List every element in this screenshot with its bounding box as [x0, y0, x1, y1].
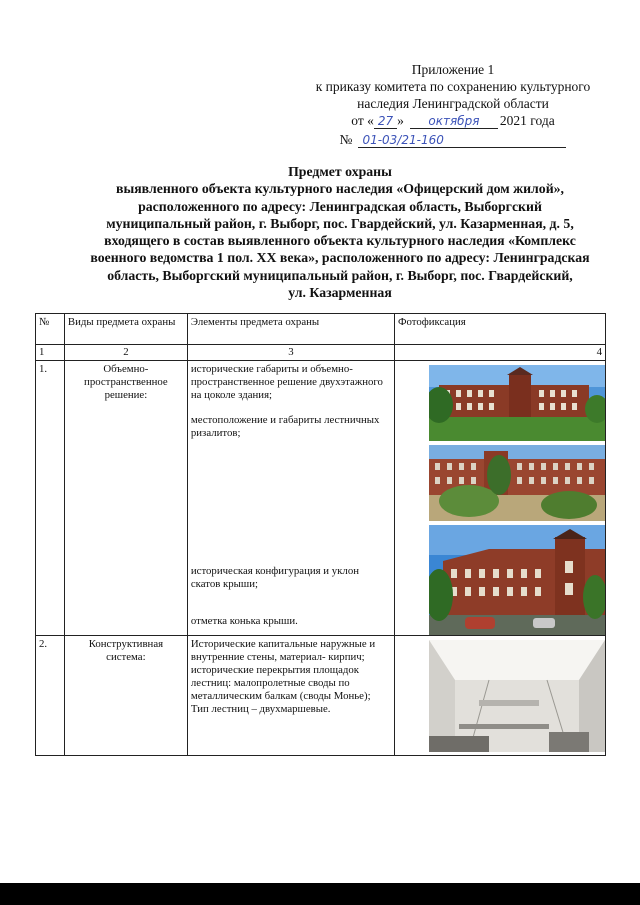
protection-table	[35, 313, 606, 756]
element-item: отметка конька крыши.	[190, 615, 298, 627]
col-number: 4	[394, 345, 605, 361]
title-line: Предмет охраны	[288, 164, 392, 179]
date-prefix: от «	[351, 113, 374, 128]
header-elements: Элементы предмета охраны	[187, 314, 394, 345]
staircase-photo	[429, 640, 605, 752]
scan-edge	[0, 883, 640, 905]
table-row	[36, 636, 606, 756]
row-kind: Объемно-пространственное решение:	[64, 361, 187, 636]
building-photo-3	[429, 525, 605, 635]
row-kind: Конструктивная система:	[64, 636, 187, 756]
col-number: 1	[36, 345, 65, 361]
table-row	[36, 361, 606, 636]
title-line: муниципальный район, г. Выборг, пос. Гвардейский, ул. Казарменная, д. 5,	[106, 215, 574, 231]
header-num: №	[36, 314, 65, 345]
building-photo-2	[429, 445, 605, 521]
row-photos	[394, 636, 605, 756]
title-line: область, Выборгский муниципальный район, г. Выборг, пос. Гвардейский,	[107, 267, 573, 283]
col-number: 3	[187, 345, 394, 361]
date-year: 2021 года	[499, 113, 555, 128]
row-elements	[187, 636, 394, 756]
appendix-line2: наследия Ленинградской области	[357, 96, 549, 111]
date-quote: »	[397, 113, 404, 128]
element-item: Тип лестниц – двухмаршевые.	[190, 703, 331, 715]
title-line: военного ведомства 1 пол. XX века», расположенного по адресу: Ленинградская	[90, 250, 590, 266]
title-line: ул. Казарменная	[288, 285, 392, 301]
column-number-row	[36, 345, 606, 361]
element-item: исторические перекрытия площадок лестниц: малопролетные своды по металлическим балкам (своды Монье);	[190, 664, 371, 702]
element-item: исторические габариты и объемно-пространственное решение двухэтажного на цоколе здания;	[190, 363, 383, 401]
element-item: Исторические капитальные наружные и внутренние стены, материал- кирпич;	[190, 638, 376, 663]
title-line: входящего в состав выявленного объекта культурного наследия «Комплекс	[104, 233, 576, 249]
title-line: выявленного объекта культурного наследия «Офицерский дом жилой»,	[116, 181, 564, 197]
document-title	[60, 163, 620, 301]
row-photos	[394, 361, 605, 636]
order-number: 01-03/21-160	[358, 133, 566, 148]
date-line	[288, 112, 618, 129]
title-line: расположенного по адресу: Ленинградская область, Выборгский	[138, 198, 542, 214]
table-header-row	[36, 314, 606, 345]
row-elements	[187, 361, 394, 636]
building-photo-1	[429, 365, 605, 441]
row-num: 1.	[36, 361, 65, 636]
col-number: 2	[64, 345, 187, 361]
number-prefix: №	[339, 132, 353, 147]
appendix-title: Приложение 1	[411, 62, 495, 77]
element-item: местоположение и габариты лестничных ризалитов;	[190, 414, 380, 439]
appendix-line1: к приказу комитета по сохранению культурного	[315, 79, 591, 94]
header-photo: Фотофиксация	[394, 314, 605, 345]
row-num: 2.	[36, 636, 65, 756]
number-line	[288, 131, 618, 148]
date-month: октября	[410, 114, 498, 129]
header-kind: Виды предмета охраны	[64, 314, 187, 345]
date-day: 27	[374, 114, 397, 129]
appendix-header	[288, 61, 618, 148]
element-item: историческая конфигурация и уклон скатов крыши;	[190, 565, 359, 590]
